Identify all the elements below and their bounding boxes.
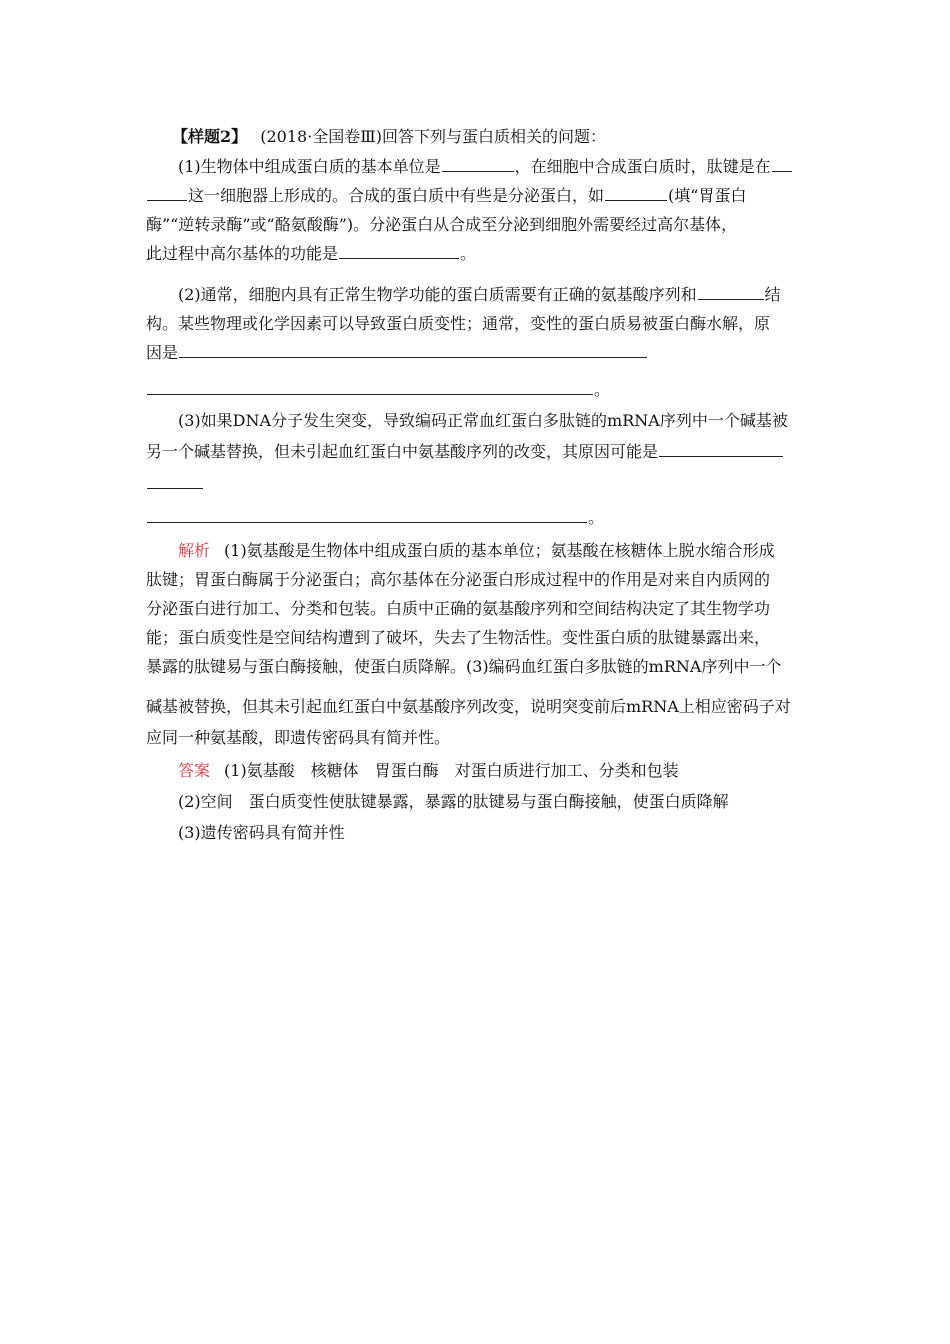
question-tag: 【样题2】 <box>172 127 248 146</box>
q3-line-3 <box>146 474 816 494</box>
question-source: (2018·全国卷Ⅲ)回答下列与蛋白质相关的问题： <box>260 127 606 146</box>
analysis-line-3: 分泌蛋白进行加工、分类和包装。白质中正确的氨基酸序列和空间结构决定了其生物学功 <box>146 599 771 618</box>
q2-line-2: 构。某些物理或化学因素可以导致蛋白质变性；通常，变性的蛋白质易被蛋白酶水解，原 <box>146 314 771 333</box>
blank-cause-line1[interactable] <box>659 442 783 457</box>
blank-basic-unit[interactable] <box>442 157 514 172</box>
answer-line-1: 答案 (1)氨基酸 核糖体 胃蛋白酶 对蛋白质进行加工、分类和包装 <box>178 761 679 780</box>
analysis-line-4: 能；蛋白质变性是空间结构遭到了破坏，失去了生物活性。变性蛋白质的肽键暴露出来， <box>146 628 771 647</box>
blank-reason-line1[interactable] <box>179 343 647 358</box>
blank-organelle-part2[interactable] <box>147 186 187 201</box>
analysis-line-1: 解析 (1)氨基酸是生物体中组成蛋白质的基本单位；氨基酸在核糖体上脱水缩合形成 <box>178 541 775 560</box>
blank-cause-line3[interactable] <box>147 508 587 523</box>
answer-line-3: (3)遗传密码具有简并性 <box>178 823 345 842</box>
q3-line-4: 。 <box>146 508 816 528</box>
blank-cause-line2[interactable] <box>147 474 203 489</box>
analysis-line-5: 暴露的肽键易与蛋白酶接触，使蛋白质降解。(3)编码血红蛋白多肽链的mRNA序列中一个 <box>146 657 782 676</box>
blank-reason-line2[interactable] <box>147 380 593 395</box>
blank-organelle-part1[interactable] <box>772 157 792 172</box>
analysis-label: 解析 <box>178 541 211 560</box>
question-header <box>172 127 842 147</box>
q2-line-1: (2)通常，细胞内具有正常生物学功能的蛋白质需要有正确的氨基酸序列和 结 <box>178 285 781 304</box>
q1-line-2: 这一细胞器上形成的。合成的蛋白质中有些是分泌蛋白，如 (填“胃蛋白 <box>146 186 816 206</box>
analysis-line-6: 碱基被替换，但其未引起血红蛋白中氨基酸序列改变，说明突变前后mRNA上相应密码子对 <box>146 697 791 716</box>
blank-secretory-protein[interactable] <box>605 186 667 201</box>
analysis-line-7: 应同一种氨基酸，即遗传密码具有简并性。 <box>146 728 451 747</box>
q3-line-2: 另一个碱基替换，但未引起血红蛋白中氨基酸序列的改变，其原因可能是 <box>146 442 816 462</box>
q1-line-4: 此过程中高尔基体的功能是 。 <box>146 244 477 263</box>
blank-golgi-function[interactable] <box>339 244 459 259</box>
answer-line-2: (2)空间 蛋白质变性使肽键暴露，暴露的肽键易与蛋白酶接触，使蛋白质降解 <box>178 792 729 811</box>
blank-structure[interactable] <box>698 285 764 300</box>
analysis-line-2: 肽键；胃蛋白酶属于分泌蛋白；高尔基体在分泌蛋白形成过程中的作用是对来自内质网的 <box>146 570 771 589</box>
q3-line-1: (3)如果DNA分子发生突变，导致编码正常血红蛋白多肽链的mRNA序列中一个碱基被 <box>178 411 788 430</box>
q2-line-3: 因是 <box>146 343 816 363</box>
q2-line-4: 。 <box>146 380 816 400</box>
answer-label: 答案 <box>178 761 211 780</box>
q1-line-1: (1)生物体中组成蛋白质的基本单位是 ，在细胞中合成蛋白质时，肽键是在 <box>178 157 848 177</box>
q1-line-3: 酶”“逆转录酶”或“酪氨酸酶”)。分泌蛋白从合成至分泌到细胞外需要经过高尔基体， <box>146 215 738 234</box>
